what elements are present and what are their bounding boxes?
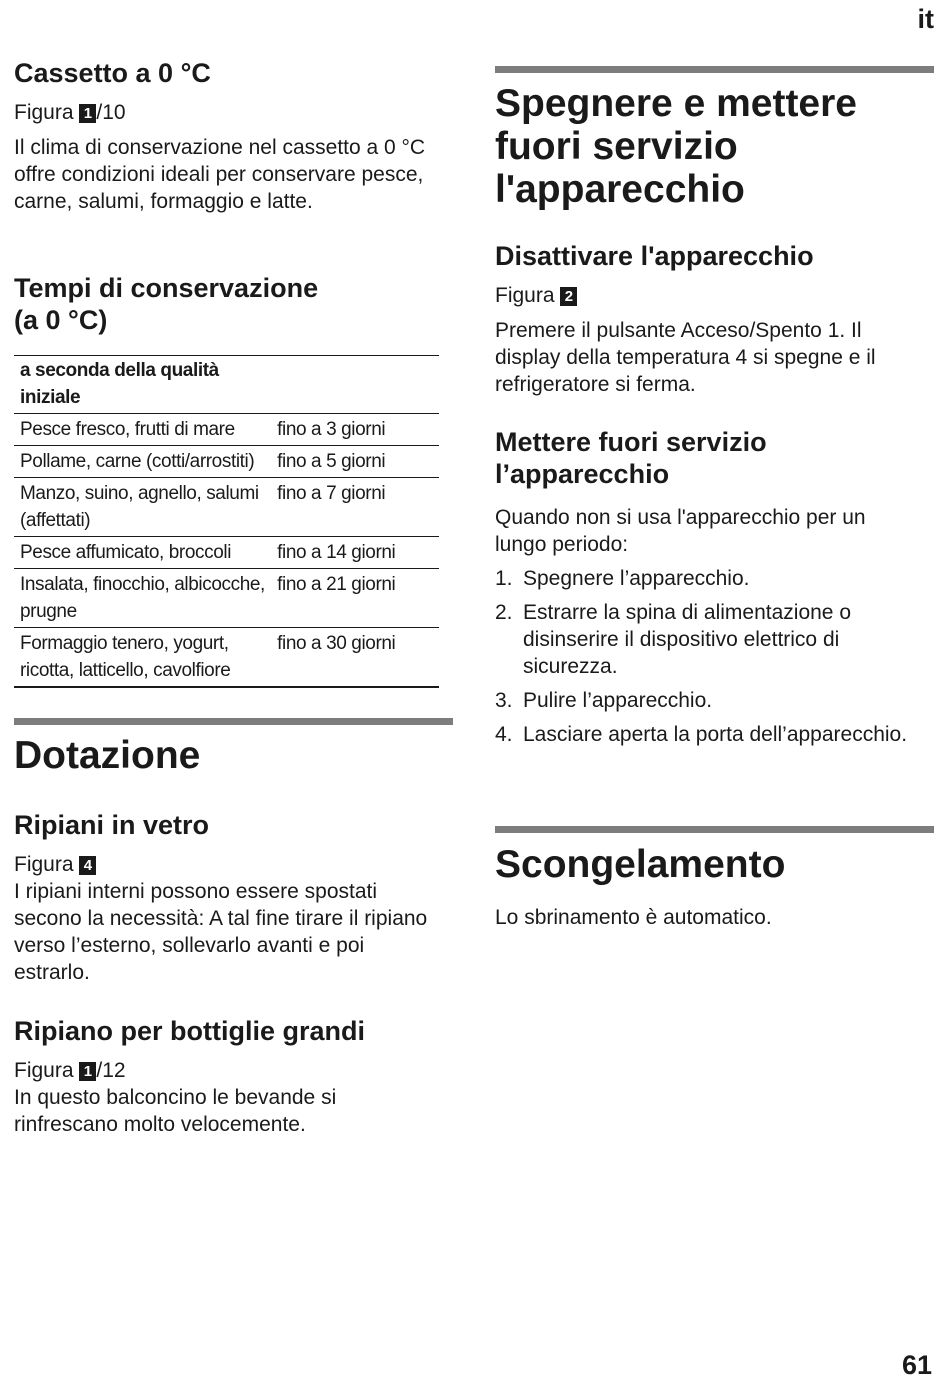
section-scongelamento <box>495 843 935 931</box>
step-text: Spegnere l’apparecchio. <box>523 567 750 590</box>
section-intro: Quando non si usa l'apparecchio per un lungo periodo: <box>495 506 866 556</box>
table-row <box>14 628 439 688</box>
figure-reference <box>495 282 935 309</box>
step-number: 2. <box>495 601 513 624</box>
section-text: In questo balconcino le bevande si rinfrescano molto velocemente. <box>14 1086 337 1136</box>
table-row <box>14 446 439 478</box>
duration-cell: fino a 7 giorni <box>271 478 439 537</box>
step-number: 3. <box>495 689 513 712</box>
chapter-title: Dotazione <box>14 734 201 777</box>
duration-cell: fino a 14 giorni <box>271 537 439 569</box>
food-item-cell: Manzo, suino, agnello, salumi (affettati) <box>14 478 271 537</box>
section-tempi <box>14 272 454 688</box>
storage-times-table <box>14 355 439 688</box>
figure-suffix: /12 <box>96 1059 126 1082</box>
figure-reference <box>14 1057 454 1084</box>
section-dotazione <box>14 734 454 777</box>
section-bottiglie <box>14 1015 454 1138</box>
section-spegnere <box>495 82 935 211</box>
section-fuori-servizio <box>495 426 935 755</box>
section-cassetto <box>14 57 454 215</box>
step-item <box>495 721 935 748</box>
figure-word: Figura <box>495 284 555 307</box>
food-item-cell: Pesce fresco, frutti di mare <box>14 414 271 446</box>
section-divider-bar <box>495 826 934 833</box>
food-item-cell: Insalata, finocchio, albicocche, prugne <box>14 569 271 628</box>
table-row <box>14 414 439 446</box>
section-divider-bar <box>14 718 453 725</box>
figure-word: Figura <box>14 101 74 124</box>
figure-number-badge: 2 <box>560 287 577 306</box>
section-title-line1: Mettere fuori servizio <box>495 427 767 457</box>
language-tag: it <box>917 4 934 34</box>
duration-cell: fino a 5 giorni <box>271 446 439 478</box>
step-item <box>495 599 935 680</box>
section-title-line1: Tempi di conservazione <box>14 273 319 303</box>
food-item-cell: Pollame, carne (cotti/arrostiti) <box>14 446 271 478</box>
duration-cell: fino a 30 giorni <box>271 628 439 688</box>
chapter-title-line2: fuori servizio <box>495 125 738 168</box>
section-divider-bar <box>495 66 934 73</box>
table-row <box>14 537 439 569</box>
figure-suffix: /10 <box>96 101 126 124</box>
section-text: Lo sbrinamento è automatico. <box>495 906 772 929</box>
figure-number-badge: 1 <box>79 1062 96 1081</box>
figure-word: Figura <box>14 853 74 876</box>
step-number: 1. <box>495 567 513 590</box>
section-title: Ripiani in vetro <box>14 810 210 840</box>
chapter-title-line1: Spegnere e mettere <box>495 82 857 125</box>
figure-number-badge: 4 <box>79 856 96 875</box>
section-title: Disattivare l'apparecchio <box>495 241 814 271</box>
food-item-cell: Pesce affumicato, broccoli <box>14 537 271 569</box>
table-header-row <box>14 356 439 414</box>
step-item <box>495 565 935 592</box>
section-text: Il clima di conservazione nel cassetto a 0 °C offre condizioni ideali per conservare pesce, carne, salumi, formaggio e latte. <box>14 136 426 213</box>
chapter-title: Scongelamento <box>495 843 786 886</box>
section-text: Premere il pulsante Acceso/Spento 1. Il display della temperatura 4 si spegne e il refrigeratore si ferma. <box>495 319 876 396</box>
section-title-line2: l’apparecchio <box>495 459 670 489</box>
section-title: Cassetto a 0 °C <box>14 58 211 88</box>
step-text: Estrarre la spina di alimentazione o disinserire il dispositivo elettrico di sicurezza. <box>523 601 852 678</box>
table-header-cell: a seconda della qualità iniziale <box>14 356 271 414</box>
figure-word: Figura <box>14 1059 74 1082</box>
step-item <box>495 687 935 714</box>
food-item-cell: Formaggio tenero, yogurt, ricotta, latticello, cavolfiore <box>14 628 271 688</box>
figure-reference <box>14 99 454 126</box>
step-text: Pulire l’apparecchio. <box>523 689 713 712</box>
table-row <box>14 478 439 537</box>
section-ripiani <box>14 809 454 986</box>
step-text: Lasciare aperta la porta dell’apparecchio. <box>523 723 908 746</box>
step-number: 4. <box>495 723 513 746</box>
table-row <box>14 569 439 628</box>
section-disattivare <box>495 240 935 398</box>
table-header-empty <box>271 356 439 414</box>
figure-number-badge: 1 <box>79 104 96 123</box>
figure-reference <box>14 851 454 878</box>
section-title: Ripiano per bottiglie grandi <box>14 1016 365 1046</box>
duration-cell: fino a 21 giorni <box>271 569 439 628</box>
steps-list <box>495 565 935 748</box>
duration-cell: fino a 3 giorni <box>271 414 439 446</box>
section-title-line2: (a 0 °C) <box>14 305 108 335</box>
page-number: 61 <box>901 1350 932 1380</box>
chapter-title-line3: l'apparecchio <box>495 168 745 211</box>
section-text: I ripiani interni possono essere spostati secono la necessità: A tal fine tirare il ripiano verso l’esterno, sollevarlo avanti e poi estrarlo. <box>14 880 428 984</box>
